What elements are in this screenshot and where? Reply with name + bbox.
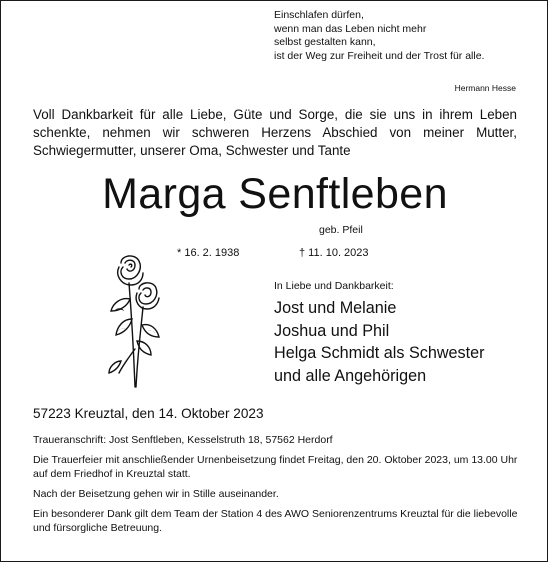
death-date: † 11. 10. 2023 [299,247,369,259]
born-name: geb. Pfeil [319,224,363,236]
mourner-name: Helga Schmidt als Schwester [274,344,485,362]
mourning-address: Traueranschrift: Jost Senftleben, Kesselstruth 18, 57562 Herdorf [33,434,333,446]
thanks-note: Ein besonderer Dank gilt dem Team der Station 4 des AWO Seniorenzentrums Kreuztal für die liebevolle und fürsorgliche Betreuung. [33,508,518,534]
quote-author: Hermann Hesse [454,83,516,93]
birth-date: * 16. 2. 1938 [177,247,240,259]
mourner-name: Jost und Melanie [274,299,397,317]
quote-line: Einschlafen dürfen, [274,9,364,21]
quote-line: selbst gestalten kann, [274,36,376,49]
quote-line: ist der Weg zur Freiheit und der Trost für alle. [274,49,485,62]
mourner-name: und alle Angehörigen [274,366,427,385]
rose-icon [99,249,171,389]
place-date: 57223 Kreuztal, den 14. Oktober 2023 [33,406,264,421]
ceremony-info: Die Trauerfeier mit anschließender Urnenbeisetzung findet Freitag, den 20. Oktober 2023, um 13.00 Uhr auf dem Friedhof in Kreuztal statt. [33,454,518,480]
mourner-name: Joshua und Phil [274,321,390,340]
quote-line: wenn man das Leben nicht mehr [274,22,427,35]
mourners-intro: In Liebe und Dankbarkeit: [274,280,394,292]
quote [274,9,524,63]
silence-note: Nach der Beisetzung gehen wir in Stille auseinander. [33,488,279,500]
mourners-list [274,297,485,387]
intro-text: Voll Dankbarkeit für alle Liebe, Güte und Sorge, die sie uns in ihrem Leben schenkte, nehmen wir schweren Herzens Abschied von meiner Mutter, Schwiegermutter, unserer Oma, Schwester und Tante [33,107,517,158]
deceased-name: Marga Senftleben [102,170,448,218]
